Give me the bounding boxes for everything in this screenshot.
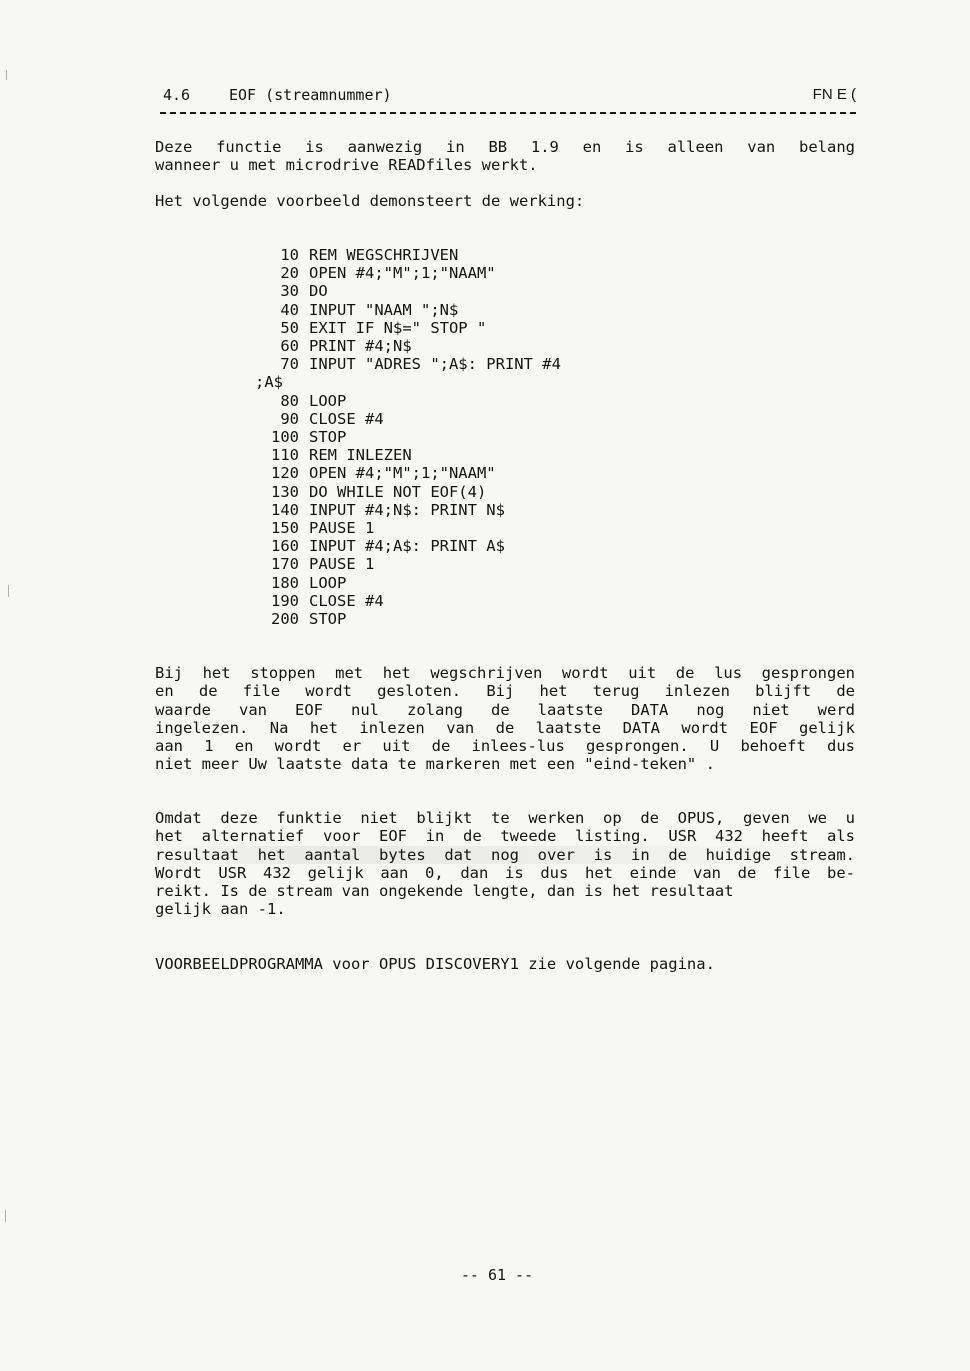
opus-line: het alternatief voor EOF in de tweede listing. USR 432 heeft als [155,827,855,846]
code-line-number: 80 [280,391,299,410]
code-line [255,537,561,555]
code-line-number: 160 [271,537,299,556]
example-intro-line: Het volgende voorbeeld demonsteert de werking: [155,192,585,210]
code-line [255,428,561,446]
code-line-number: 100 [271,428,299,447]
code-line-number: 130 [271,482,299,501]
code-statement: INPUT "NAAM ";N$ [309,300,459,319]
code-continuation-line: ;A$ [255,373,283,392]
code-line [255,464,561,482]
code-line [255,501,561,519]
code-statement: REM WEGSCHRIJVEN [309,246,459,264]
margin-mark [8,585,9,597]
code-line [255,264,561,282]
margin-mark [6,70,7,80]
code-statement: STOP [309,428,347,447]
code-line-number: 40 [280,300,299,319]
code-line [255,301,561,319]
code-line [255,246,561,264]
code-line [255,446,561,464]
code-line [255,483,561,501]
code-line-number: 10 [280,246,299,264]
code-statement: STOP [309,610,347,629]
code-line-number: 60 [280,337,299,356]
code-statement: CLOSE #4 [309,409,384,428]
opus-line: Omdat deze funktie niet blijkt te werken op de OPUS, geven we u [155,809,855,827]
code-line [255,592,561,610]
code-line-number: 180 [271,573,299,592]
header-divider [160,112,856,114]
code-statement: REM INLEZEN [309,446,412,465]
explanation-line: Bij het stoppen met het wegschrijven wordt uit de lus gesprongen [155,664,855,682]
section-heading [163,86,392,104]
code-line-number: 140 [271,500,299,519]
code-statement: DO [309,282,328,301]
page-number: -- 61 -- [460,1266,534,1284]
explanation-line: ingelezen. Na het inlezen van de laatste DATA wordt EOF gelijk [155,718,855,737]
code-line-number: 120 [271,464,299,483]
code-statement: INPUT "ADRES ";A$: PRINT #4 [309,355,561,374]
margin-mark [5,1210,6,1222]
code-statement: INPUT #4;A$: PRINT A$ [309,537,505,556]
code-statement: EXIT IF N$=" STOP " [309,318,487,337]
code-line-number: 70 [280,355,299,374]
code-listing [255,246,561,628]
code-statement: INPUT #4;N$: PRINT N$ [309,500,505,519]
code-statement: OPEN #4;"M";1;"NAAM" [309,464,496,483]
code-line-number: 20 [280,264,299,283]
code-line [255,282,561,300]
code-line-number: 90 [280,409,299,428]
code-line [255,337,561,355]
code-statement: PAUSE 1 [309,519,375,538]
code-line [255,392,561,410]
opus-line: reikt. Is de stream van ongekende lengte, dan is het resultaat [155,882,734,901]
page-footer [0,1266,970,1284]
section-number: 4.6 [163,86,191,104]
opus-paragraph [155,809,855,919]
opus-line: gelijk aan -1. [155,900,286,919]
code-statement: PAUSE 1 [309,555,375,574]
code-line-number: 110 [271,446,299,465]
code-statement: CLOSE #4 [309,591,384,610]
explanation-paragraph [155,664,855,774]
code-line [255,610,561,628]
code-statement: LOOP [309,573,347,592]
code-statement: LOOP [309,391,347,410]
opus-line: resultaat het aantal bytes dat nog over is in de huidige stream. [155,845,855,864]
intro-line: Deze functie is aanwezig in BB 1.9 en is alleen van belang [155,138,855,156]
intro-line: wanneer u met microdrive READfiles werkt. [155,156,538,175]
explanation-line: en de file wordt gesloten. Bij het terug inlezen blijft de [155,682,855,701]
code-statement: PRINT #4;N$ [309,337,412,356]
explanation-line: waarde van EOF nul zolang de laatste DATA nog niet werd [155,700,855,719]
opus-line: Wordt USR 432 gelijk aan 0, dan is dus het einde van de file be- [155,863,855,882]
next-page-note-line: VOORBEELDPROGRAMMA voor OPUS DISCOVERY1 zie volgende pagina. [155,955,715,973]
code-line [255,519,561,537]
page-header [163,86,856,108]
code-line-number: 30 [280,282,299,301]
intro-paragraph [155,138,855,175]
code-line-number: 190 [271,591,299,610]
code-statement: DO WHILE NOT EOF(4) [309,482,487,501]
next-page-note [155,955,855,973]
header-right-label: FN E ( [812,86,856,103]
code-line [255,574,561,592]
code-line [255,410,561,428]
code-statement: OPEN #4;"M";1;"NAAM" [309,264,496,283]
code-line-number: 170 [271,555,299,574]
code-line [255,355,561,373]
code-line-number: 200 [271,610,299,629]
section-title: EOF (streamnummer) [229,86,392,104]
explanation-line: niet meer Uw laatste data te markeren met een "eind-teken" . [155,755,715,774]
code-line [255,319,561,337]
code-line-number: 150 [271,519,299,538]
code-line-number: 50 [280,318,299,337]
code-line [255,555,561,573]
example-intro [155,192,855,210]
explanation-line: aan 1 en wordt er uit de inlees-lus gesprongen. U behoeft dus [155,737,855,756]
